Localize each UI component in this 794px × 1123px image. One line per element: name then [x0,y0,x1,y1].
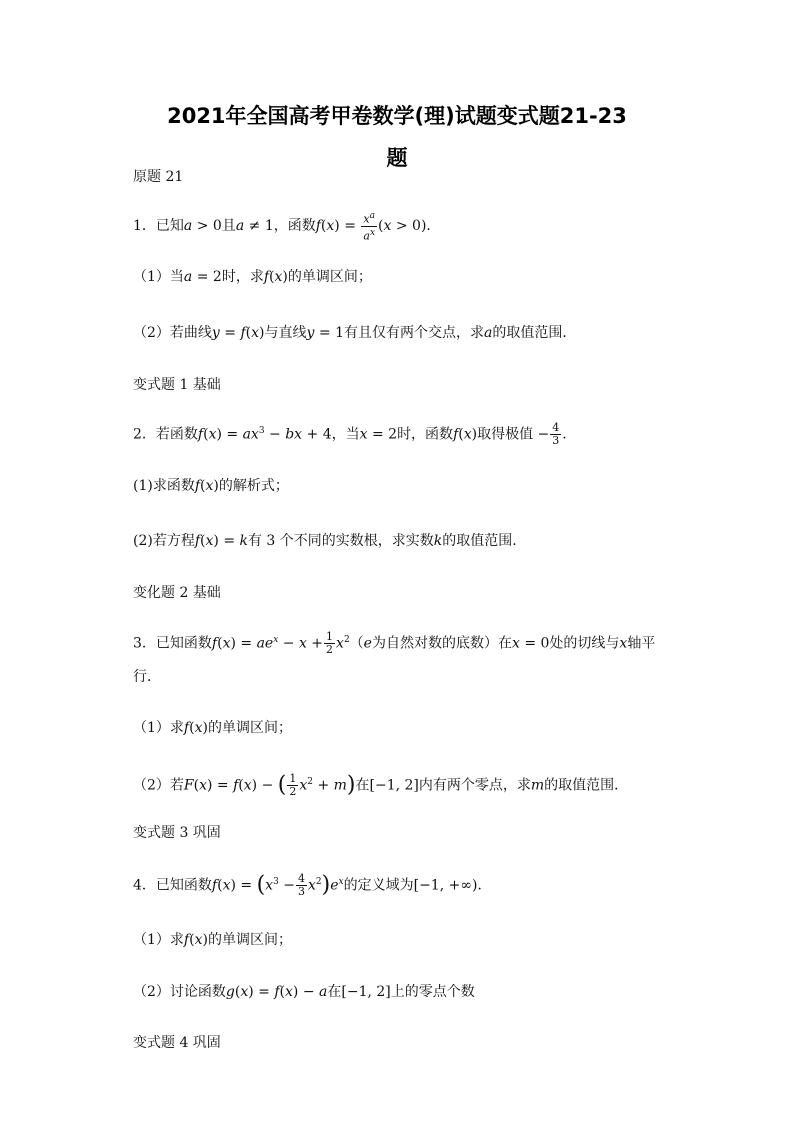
question-3-stem-continued: 行． [133,669,161,685]
question-3-part-2: （2）若F(x) = f(x) − ( $\frac{1}{2}$ $x^2 + m$)在[−1, 2]内有两个零点，求m的取值范围． [133,772,629,799]
question-2-part-2: (2)若方程f(x) = k有 3 个不同的实数根，求实数k的取值范围. [133,533,517,549]
question-2-part-1: (1)求函数f(x)的解析式； [133,478,289,494]
question-1-part-1: （1）当a = 2时，求f(x)的单调区间； [133,269,372,285]
section-variant-1: 变式题 1 基础 [133,377,221,393]
question-2-stem: 2．若函数$f(x) = ax^3$ − bx + 4，当x = 2时，函数f(x)取得极值 − $\frac{4}{3}$ . [133,421,567,448]
question-4-part-1: （1）求f(x)的单调区间； [133,932,292,948]
question-1-stem: 1．已知a > 0且a ≠ 1，函数f(x) = $\frac{x^a}{a^x}$ (x > 0)． [133,211,441,243]
question-3-part-1: （1）求f(x)的单调区间； [133,720,292,736]
section-variant-4: 变式题 4 巩固 [133,1035,221,1051]
section-variant-2: 变化题 2 基础 [133,585,221,601]
question-4-stem: 4．已知函数$f(x) = (x^3$ − $\frac{4}{3}$ $x^2)e^x$的定义域为[−1, +∞)． [133,872,492,899]
question-3-stem: 3．已知函数$f(x) = ae^x - x$ + $\frac{1}{2}$ $x^2(e$为自然对数的底数）在x = 0处的切线与x轴平 [133,630,656,657]
page-title: 2021年全国高考甲卷数学(理)试题变式题21-23 [167,104,627,128]
section-original-21: 原题 21 [133,169,184,185]
question-4-part-2: （2）讨论函数g(x) = f(x) − a在[−1, 2]上的零点个数 [133,984,475,1000]
question-1-part-2: （2）若曲线y = f(x)与直线y = 1有且仅有两个交点，求a的取值范围． [133,325,577,341]
page-title-continued: 题 [386,146,408,170]
section-variant-3: 变式题 3 巩固 [133,825,221,841]
